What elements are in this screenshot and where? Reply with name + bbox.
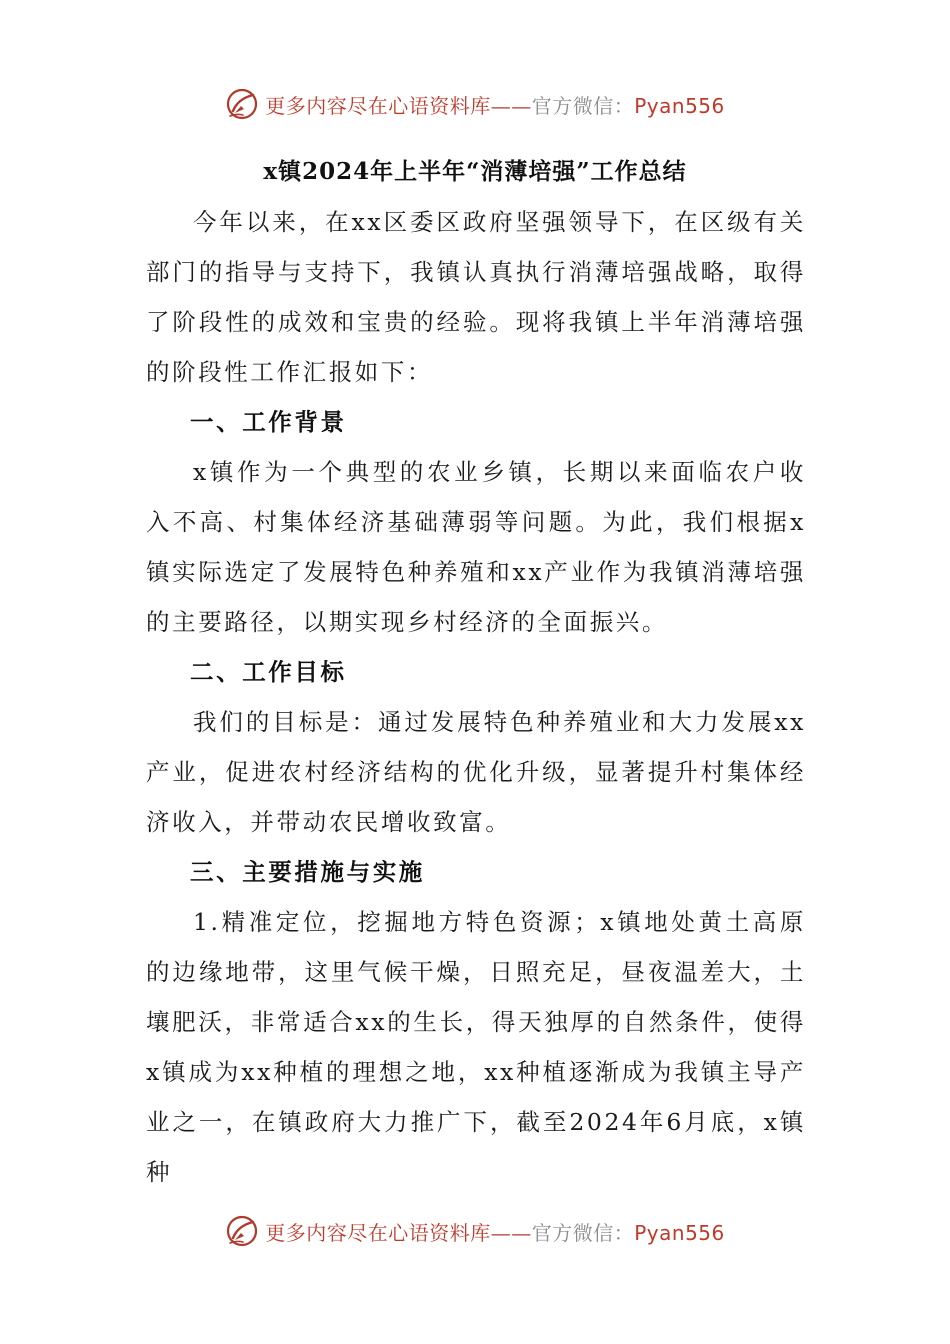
banner-wechat-label: 官方微信： (531, 1220, 635, 1245)
section-heading-goals: 二、工作目标 (190, 658, 347, 686)
banner-wechat-id: Pyan556 (634, 93, 725, 118)
section-heading-measures: 三、主要措施与实施 (190, 858, 425, 886)
section-heading-background: 一、工作背景 (190, 408, 347, 436)
banner-main-text: 更多内容尽在心语资料库 (265, 93, 491, 118)
header-banner (0, 84, 950, 124)
pen-logo-icon (225, 87, 259, 121)
banner-separator: —— (490, 93, 532, 118)
banner-separator: —— (490, 1220, 532, 1245)
banner-text (265, 90, 725, 119)
banner-wechat-label: 官方微信： (531, 93, 635, 118)
section-paragraph-background: x镇作为一个典型的农业乡镇，长期以来面临农户收入不高、村集体经济基础薄弱等问题。为此，我们根据x镇实际选定了发展特色种养殖和xx产业作为我镇消薄培强的主要路径，以期实现乡村经济的全面振兴。 (146, 458, 806, 636)
banner-main-text: 更多内容尽在心语资料库 (265, 1220, 491, 1245)
banner-wechat-id: Pyan556 (634, 1220, 725, 1245)
document-title: x镇2024年上半年“消薄培强”工作总结 (263, 158, 687, 185)
footer-banner (0, 1211, 950, 1251)
pen-logo-icon (225, 1214, 259, 1248)
banner-text (265, 1217, 725, 1246)
document-body (146, 197, 806, 1197)
section-paragraph-measures: 1.精准定位，挖掘地方特色资源；x镇地处黄土高原的边缘地带，这里气候干燥，日照充足，昼夜温差大，土壤肥沃，非常适合xx的生长，得天独厚的自然条件，使得x镇成为xx种植的理想之地，xx种植逐渐成为我镇主导产业之一，在镇政府大力推广下，截至2024年6月底，x镇种 (146, 908, 806, 1186)
section-paragraph-goals: 我们的目标是：通过发展特色种养殖业和大力发展xx产业，促进农村经济结构的优化升级，显著提升村集体经济收入，并带动农民增收致富。 (146, 708, 806, 836)
intro-paragraph: 今年以来，在xx区委区政府坚强领导下，在区级有关部门的指导与支持下，我镇认真执行消薄培强战略，取得了阶段性的成效和宝贵的经验。现将我镇上半年消薄培强的阶段性工作汇报如下： (146, 208, 806, 386)
